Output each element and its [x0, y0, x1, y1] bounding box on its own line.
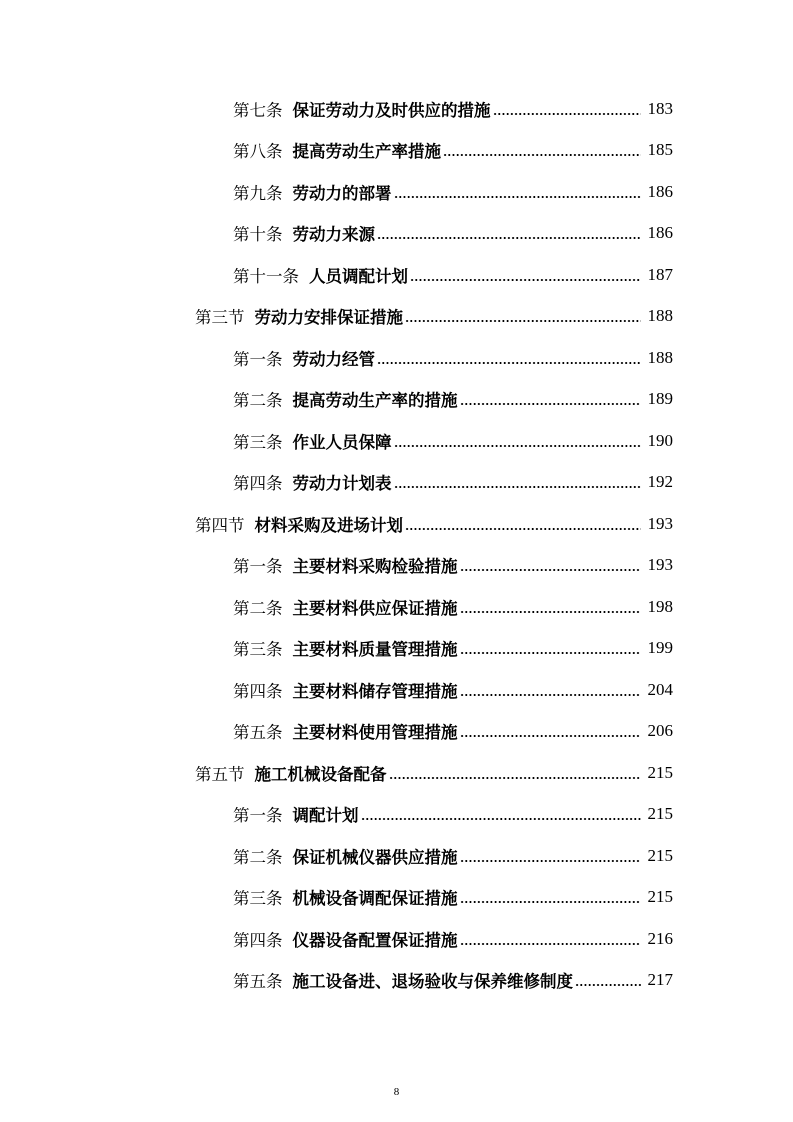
toc-entry[interactable]: [0, 213, 793, 255]
toc-entry-title: 仪器设备配置保证措施: [292, 930, 458, 950]
toc-entry-title: 主要材料质量管理措施: [292, 640, 458, 660]
toc-dot-leader: [460, 936, 642, 952]
table-of-contents: [0, 88, 793, 1001]
toc-entry-title: 劳动力经管: [292, 349, 375, 369]
toc-dot-leader: [493, 106, 642, 122]
toc-entry-title: 人员调配计划: [309, 266, 408, 286]
toc-dot-leader: [377, 355, 641, 371]
toc-entry-page: 188: [647, 306, 673, 326]
toc-entry[interactable]: [0, 918, 793, 960]
toc-entry-page: 199: [647, 638, 673, 658]
toc-entry-number: 第四节: [195, 515, 245, 535]
toc-dot-leader: [575, 977, 641, 993]
toc-entry-number: 第三条: [233, 432, 283, 452]
toc-entry[interactable]: [0, 379, 793, 421]
toc-dot-leader: [394, 479, 642, 495]
toc-entry[interactable]: [0, 254, 793, 296]
toc-entry-page: 189: [647, 389, 673, 409]
toc-entry-title: 施工设备进、退场验收与保养维修制度: [292, 972, 573, 992]
toc-entry-page: 206: [647, 721, 673, 741]
toc-entry[interactable]: [0, 462, 793, 504]
toc-entry-title: 主要材料供应保证措施: [292, 598, 458, 618]
toc-entry-title: 劳动力的部署: [292, 183, 392, 203]
toc-dot-leader: [460, 562, 642, 578]
toc-dot-leader: [460, 604, 642, 620]
toc-entry[interactable]: [0, 669, 793, 711]
toc-dot-leader: [389, 770, 642, 786]
toc-dot-leader: [460, 853, 642, 869]
toc-entry-page: 193: [647, 555, 673, 575]
page-number: 8: [393, 1086, 400, 1098]
toc-entry-number: 第四条: [233, 474, 283, 494]
toc-dot-leader: [377, 230, 641, 246]
toc-entry-title: 作业人员保障: [292, 432, 392, 452]
toc-entry[interactable]: [0, 130, 793, 172]
toc-entry-page: 215: [647, 804, 673, 824]
toc-entry-number: 第四条: [233, 930, 283, 950]
toc-entry-page: 204: [647, 679, 673, 699]
toc-entry-page: 187: [647, 264, 673, 284]
toc-entry-number: 第十条: [233, 225, 283, 245]
toc-entry-number: 第八条: [233, 142, 283, 162]
toc-entry-number: 第三条: [233, 640, 283, 660]
toc-entry-title: 施工机械设备配备: [254, 764, 387, 784]
toc-entry-page: 215: [647, 887, 673, 907]
toc-entry-number: 第二条: [233, 598, 283, 618]
toc-entry-title: 主要材料采购检验措施: [292, 557, 458, 577]
toc-entry-title: 保证劳动力及时供应的措施: [292, 100, 491, 120]
toc-entry-title: 主要材料储存管理措施: [292, 681, 458, 701]
toc-entry-page: 183: [647, 98, 673, 118]
toc-dot-leader: [460, 396, 642, 412]
toc-dot-leader: [361, 811, 642, 827]
toc-dot-leader: [460, 645, 642, 661]
toc-entry-page: 188: [647, 347, 673, 367]
toc-entry[interactable]: [0, 337, 793, 379]
toc-entry[interactable]: [0, 171, 793, 213]
toc-entry-number: 第四条: [233, 681, 283, 701]
toc-entry-number: 第五条: [233, 972, 283, 992]
toc-entry-title: 主要材料使用管理措施: [292, 723, 458, 743]
toc-dot-leader: [460, 728, 642, 744]
toc-entry-page: 185: [647, 140, 673, 160]
toc-entry-title: 调配计划: [292, 806, 359, 826]
toc-entry[interactable]: [0, 586, 793, 628]
toc-entry-number: 第二条: [233, 847, 283, 867]
toc-entry-number: 第三条: [233, 889, 283, 909]
toc-entry-number: 第一条: [233, 806, 283, 826]
toc-entry-title: 提高劳动生产率的措施: [292, 391, 458, 411]
toc-entry[interactable]: [0, 835, 793, 877]
toc-entry-title: 保证机械仪器供应措施: [292, 847, 458, 867]
toc-entry-page: 186: [647, 181, 673, 201]
toc-entry-number: 第九条: [233, 183, 283, 203]
toc-entry-title: 提高劳动生产率措施: [292, 142, 441, 162]
toc-entry-number: 第十一条: [233, 266, 299, 286]
toc-entry[interactable]: [0, 545, 793, 587]
toc-entry[interactable]: [0, 628, 793, 670]
toc-entry-page: 217: [647, 970, 673, 990]
toc-dot-leader: [405, 521, 641, 537]
toc-entry-page: 198: [647, 596, 673, 616]
toc-dot-leader: [394, 438, 642, 454]
toc-dot-leader: [405, 313, 641, 329]
toc-entry-title: 劳动力计划表: [292, 474, 392, 494]
toc-section-entry[interactable]: [0, 752, 793, 794]
toc-entry-title: 材料采购及进场计划: [254, 515, 403, 535]
toc-dot-leader: [394, 189, 642, 205]
toc-entry-number: 第二条: [233, 391, 283, 411]
toc-entry-page: 192: [647, 472, 673, 492]
toc-dot-leader: [410, 272, 641, 288]
toc-entry-page: 190: [647, 430, 673, 450]
toc-entry-page: 216: [647, 928, 673, 948]
toc-entry[interactable]: [0, 960, 793, 1002]
toc-dot-leader: [460, 687, 642, 703]
toc-dot-leader: [460, 894, 642, 910]
toc-entry-title: 劳动力来源: [292, 225, 375, 245]
toc-entry[interactable]: [0, 420, 793, 462]
toc-entry-number: 第七条: [233, 100, 283, 120]
toc-entry-page: 215: [647, 845, 673, 865]
toc-entry-number: 第五节: [195, 764, 245, 784]
toc-entry-page: 215: [647, 762, 673, 782]
toc-entry-number: 第五条: [233, 723, 283, 743]
toc-entry-number: 第三节: [195, 308, 245, 328]
toc-entry-title: 机械设备调配保证措施: [292, 889, 458, 909]
toc-entry-number: 第一条: [233, 557, 283, 577]
toc-entry[interactable]: [0, 711, 793, 753]
toc-section-entry[interactable]: [0, 503, 793, 545]
toc-entry-number: 第一条: [233, 349, 283, 369]
toc-dot-leader: [443, 147, 641, 163]
toc-entry[interactable]: [0, 877, 793, 919]
toc-entry[interactable]: [0, 794, 793, 836]
toc-entry[interactable]: [0, 88, 793, 130]
toc-section-entry[interactable]: [0, 296, 793, 338]
toc-entry-title: 劳动力安排保证措施: [254, 308, 403, 328]
toc-entry-page: 193: [647, 513, 673, 533]
toc-entry-page: 186: [647, 223, 673, 243]
